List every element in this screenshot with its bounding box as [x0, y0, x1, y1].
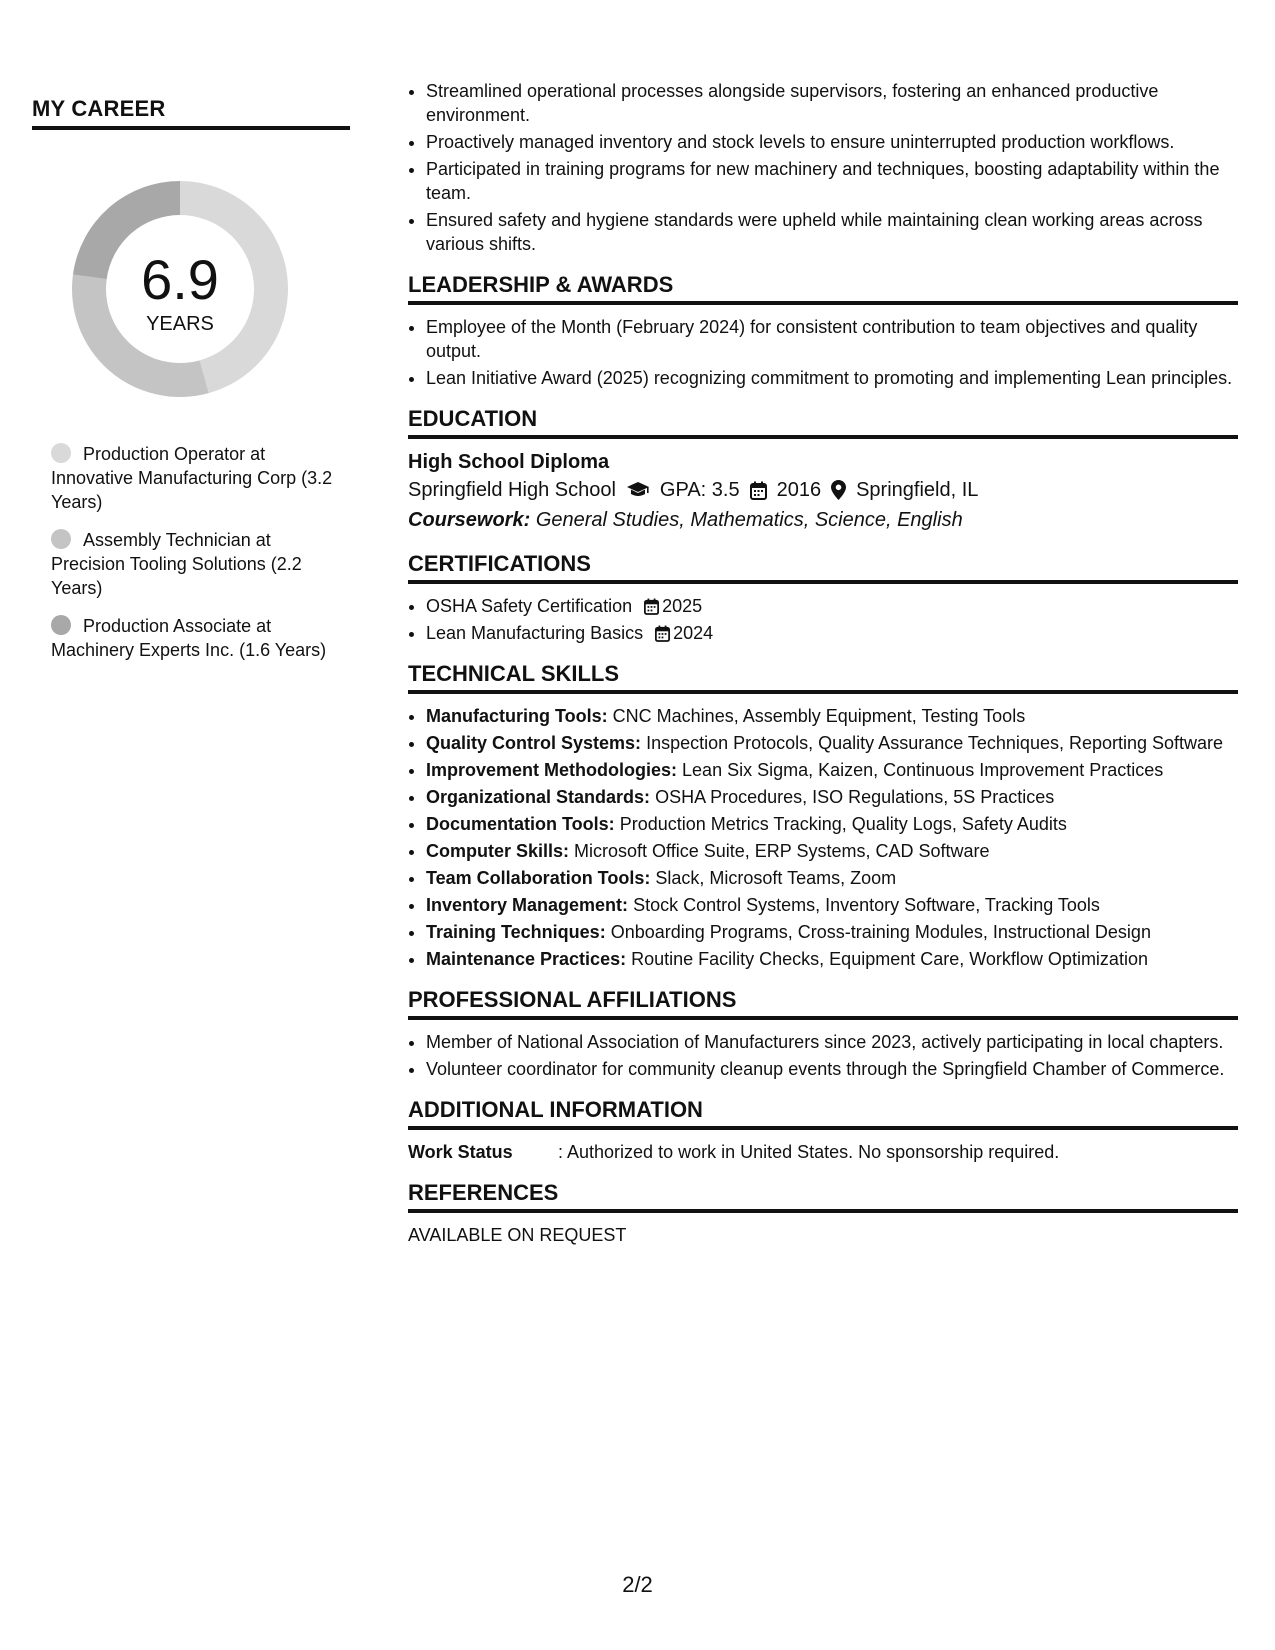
skill-label: Team Collaboration Tools: [426, 868, 651, 888]
education-gpa: GPA: 3.5 [659, 479, 740, 501]
career-title: MY CAREER [32, 96, 350, 130]
donut-center [65, 174, 295, 404]
work-status-value: : Authorized to work in United States. No sponsorship required. [558, 1142, 1060, 1162]
education-coursework [408, 505, 1238, 535]
legend-item [51, 528, 333, 600]
skill-label: Manufacturing Tools: [426, 706, 608, 726]
skill-item [426, 758, 1238, 782]
legend-label: Production Operator at Innovative Manufacturing Corp (3.2 Years) [51, 444, 333, 512]
affiliation-item: • Member of National Association of Manufacturers since 2023, actively participating in local chapters. [426, 1030, 1238, 1054]
legend-dot-icon [51, 529, 71, 549]
education-school: Springfield High School [408, 479, 616, 501]
skill-value: Onboarding Programs, Cross-training Modules, Instructional Design [610, 922, 1151, 942]
map-pin-icon [831, 480, 846, 500]
skill-label: Computer Skills: [426, 841, 570, 861]
legend-label: Assembly Technician at Precision Tooling Solutions (2.2 Years) [51, 530, 302, 598]
affiliations-list [408, 1030, 1238, 1081]
coursework-value: General Studies, Mathematics, Science, English [535, 509, 963, 531]
skill-label: Improvement Methodologies: [426, 760, 678, 780]
skill-value: Production Metrics Tracking, Quality Logs, Safety Audits [619, 814, 1067, 834]
skill-value: Slack, Microsoft Teams, Zoom [655, 868, 897, 888]
certification-year: 2024 [673, 623, 714, 643]
legend-item [51, 442, 333, 514]
skill-label: Inventory Management: [426, 895, 629, 915]
education-degree: High School Diploma [408, 451, 610, 473]
skill-value: Microsoft Office Suite, ERP Systems, CAD Software [574, 841, 990, 861]
certification-item [426, 594, 1238, 618]
leadership-heading: LEADERSHIP & AWARDS [408, 272, 1238, 305]
leadership-item: • Lean Initiative Award (2025) recognizing commitment to promoting and implementing Lean principles. [426, 366, 1238, 390]
years-unit: YEARS [146, 313, 214, 335]
legend-dot-icon [51, 615, 71, 635]
skill-value: Lean Six Sigma, Kaizen, Continuous Improvement Practices [682, 760, 1164, 780]
education-year: 2016 [776, 479, 822, 501]
skill-item [426, 920, 1238, 944]
skill-label: Organizational Standards: [426, 787, 651, 807]
affiliation-item: • Volunteer coordinator for community cleanup events through the Springfield Chamber of Commerce. [426, 1057, 1238, 1081]
skill-item [426, 893, 1238, 917]
certifications-list [408, 594, 1238, 645]
main-content [408, 79, 1238, 1247]
certification-item [426, 621, 1238, 645]
skill-label: Quality Control Systems: [426, 733, 642, 753]
skill-value: CNC Machines, Assembly Equipment, Testing Tools [612, 706, 1026, 726]
work-status-row [408, 1140, 1238, 1164]
affiliations-heading: PROFESSIONAL AFFILIATIONS [408, 987, 1238, 1020]
calendar-icon [644, 598, 659, 615]
skill-value: Inspection Protocols, Quality Assurance Techniques, Reporting Software [646, 733, 1224, 753]
coursework-label: Coursework: [408, 509, 531, 531]
skill-item [426, 785, 1238, 809]
career-legend [51, 442, 333, 662]
legend-dot-icon [51, 443, 71, 463]
total-years: 6.9 [141, 248, 219, 311]
page-number: 2/2 [622, 1572, 653, 1597]
career-sidebar [32, 96, 350, 676]
skills-heading: TECHNICAL SKILLS [408, 661, 1238, 694]
education-details [408, 475, 1238, 505]
skill-label: Documentation Tools: [426, 814, 615, 834]
experience-bullet: • Participated in training programs for new machinery and techniques, boosting adaptability within the team. [426, 157, 1238, 205]
legend-item [51, 614, 333, 662]
skill-value: Routine Facility Checks, Equipment Care, Workflow Optimization [631, 949, 1148, 969]
work-status-label: Work Status [408, 1142, 513, 1162]
references-heading: REFERENCES [408, 1180, 1238, 1213]
education-heading: EDUCATION [408, 406, 1238, 439]
certification-year: 2025 [662, 596, 703, 616]
education-location: Springfield, IL [856, 479, 979, 501]
additional-info-heading: ADDITIONAL INFORMATION [408, 1097, 1238, 1130]
legend-label: Production Associate at Machinery Experts Inc. (1.6 Years) [51, 616, 327, 660]
skill-item [426, 704, 1238, 728]
skill-label: Training Techniques: [426, 922, 606, 942]
skill-item [426, 812, 1238, 836]
education-entry [408, 449, 1238, 535]
graduation-cap-icon [626, 481, 650, 499]
references-text: AVAILABLE ON REQUEST [408, 1225, 627, 1245]
skill-item [426, 866, 1238, 890]
skill-value: OSHA Procedures, ISO Regulations, 5S Practices [655, 787, 1055, 807]
skill-label: Maintenance Practices: [426, 949, 627, 969]
skill-value: Stock Control Systems, Inventory Software, Tracking Tools [633, 895, 1100, 915]
skill-item [426, 731, 1238, 755]
certification-name: • OSHA Safety Certification [426, 596, 633, 616]
career-donut-chart [65, 174, 295, 404]
experience-bullet: • Proactively managed inventory and stock levels to ensure uninterrupted production workflows. [426, 130, 1238, 154]
experience-bullets [408, 79, 1238, 256]
leadership-list [408, 315, 1238, 390]
skill-item [426, 839, 1238, 863]
experience-bullet: • Ensured safety and hygiene standards were upheld while maintaining clean working areas across various shifts. [426, 208, 1238, 256]
certifications-heading: CERTIFICATIONS [408, 551, 1238, 584]
skill-item [426, 947, 1238, 971]
leadership-item: • Employee of the Month (February 2024) for consistent contribution to team objectives and quality output. [426, 315, 1238, 363]
skills-list [408, 704, 1238, 971]
calendar-icon [655, 625, 670, 642]
certification-name: • Lean Manufacturing Basics [426, 623, 644, 643]
calendar-icon [750, 481, 767, 500]
experience-bullet: • Streamlined operational processes alongside supervisors, fostering an enhanced productive environment. [426, 79, 1238, 127]
